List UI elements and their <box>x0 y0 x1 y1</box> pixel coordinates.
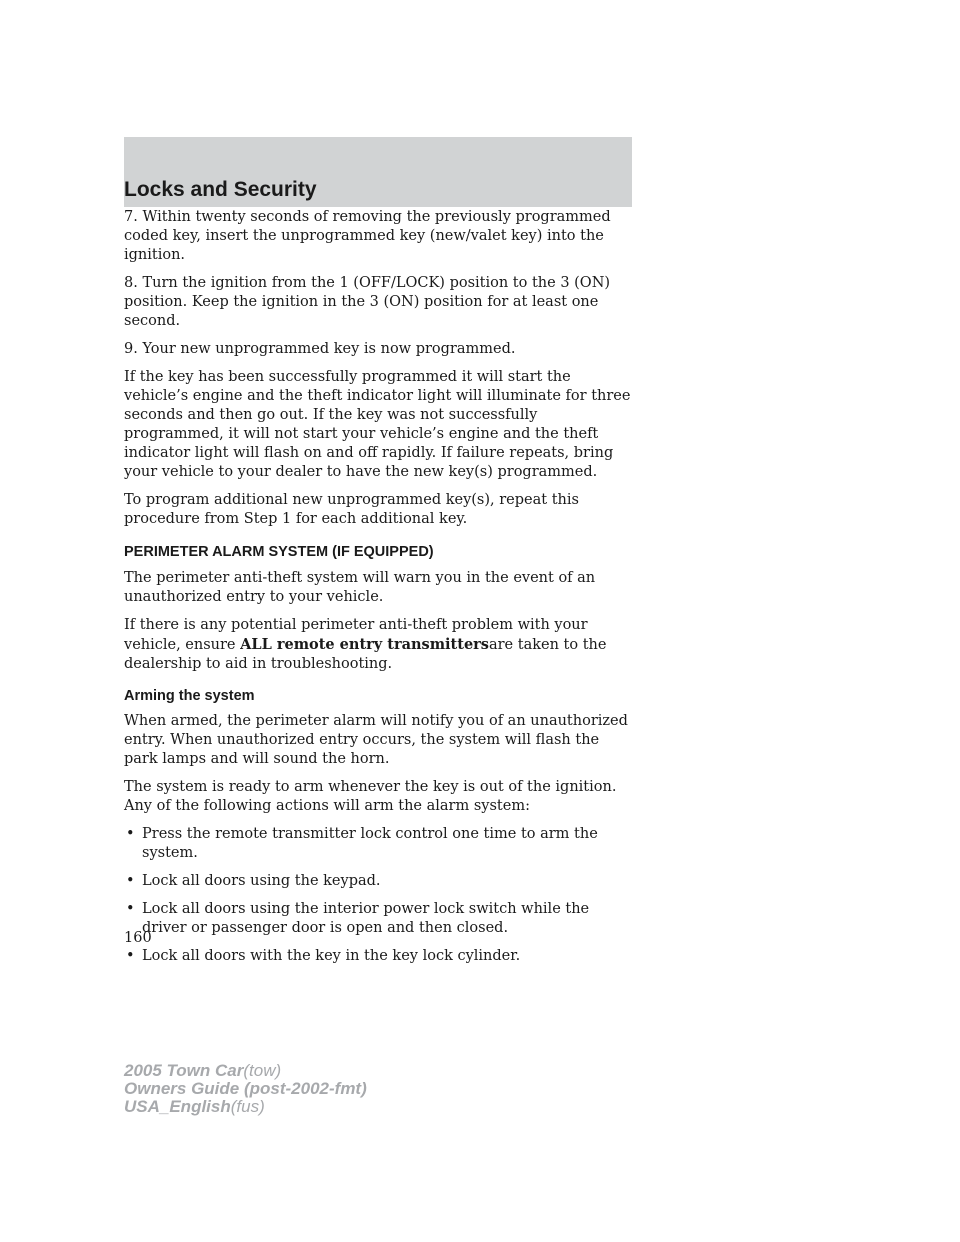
transmitters-text-before: If there is any potential perimeter anti-theft problem with your vehicle, ensure <box>124 617 588 653</box>
section-title: Locks and Security <box>124 178 317 201</box>
bullet-icon: • <box>126 826 135 842</box>
document-footer <box>124 1062 367 1116</box>
bullet-icon: • <box>126 948 135 964</box>
list-item-text: Lock all doors using the interior power lock switch while the driver or passenger door is open and then closed. <box>142 901 590 936</box>
perimeter-alarm-heading: PERIMETER ALARM SYSTEM (IF EQUIPPED) <box>124 544 434 560</box>
transmitters-text-after: are taken to the dealership to aid in troubleshooting. <box>124 637 607 672</box>
list-item-text: Press the remote transmitter lock control one time to arm the system. <box>142 826 598 861</box>
ready-paragraph: The system is ready to arm whenever the key is out of the ignition. Any of the following actions will arm the alarm system: <box>124 779 617 814</box>
page-content <box>124 208 634 975</box>
additional-keys-paragraph: To program additional new unprogrammed key(s), repeat this procedure from Step 1 for each additional key. <box>124 492 579 527</box>
step-7: 7. Within twenty seconds of removing the previously programmed coded key, insert the unprogrammed key (new/valet key) into the ignition. <box>124 209 611 263</box>
bullet-icon: • <box>126 873 135 889</box>
arming-actions-list <box>124 825 634 966</box>
perimeter-warn-paragraph: The perimeter anti-theft system will warn you in the event of an unauthorized entry to your vehicle. <box>124 570 596 605</box>
bullet-icon: • <box>126 901 135 917</box>
list-item <box>124 900 634 938</box>
list-item <box>124 947 634 966</box>
programming-result-paragraph: If the key has been successfully programmed it will start the vehicle’s engine and the theft indicator light will illuminate for three seconds and then go out. If the key was not successfully programmed, it will not start your vehicle’s engine and the theft indicator light will flash on and off rapidly. If failure repeats, bring your vehicle to your dealer to have the new key(s) programmed. <box>124 369 631 480</box>
list-item <box>124 825 634 863</box>
footer-language: USA_English <box>124 1097 231 1116</box>
page-number: 160 <box>124 930 152 946</box>
step-8: 8. Turn the ignition from the 1 (OFF/LOCK) position to the 3 (ON) position. Keep the ignition in the 3 (ON) position for at least one second. <box>124 275 611 329</box>
step-9: 9. Your new unprogrammed key is now programmed. <box>124 341 516 357</box>
footer-guide: Owners Guide (post-2002-fmt) <box>124 1079 367 1098</box>
list-item <box>124 872 634 891</box>
transmitters-paragraph <box>124 616 634 674</box>
footer-line-guide <box>124 1080 367 1098</box>
footer-line-model <box>124 1062 367 1080</box>
list-item-text: Lock all doors using the keypad. <box>142 873 381 889</box>
footer-language-code: (fus) <box>230 1097 265 1116</box>
transmitters-text-bold: ALL remote entry transmitters <box>240 636 489 653</box>
footer-model: 2005 Town Car <box>124 1061 244 1080</box>
footer-line-language <box>124 1098 367 1116</box>
armed-paragraph: When armed, the perimeter alarm will notify you of an unauthorized entry. When unauthorized entry occurs, the system will flash the park lamps and will sound the horn. <box>124 713 628 767</box>
arming-heading: Arming the system <box>124 688 255 704</box>
footer-model-code: (tow) <box>243 1061 282 1080</box>
list-item-text: Lock all doors with the key in the key lock cylinder. <box>142 948 521 964</box>
